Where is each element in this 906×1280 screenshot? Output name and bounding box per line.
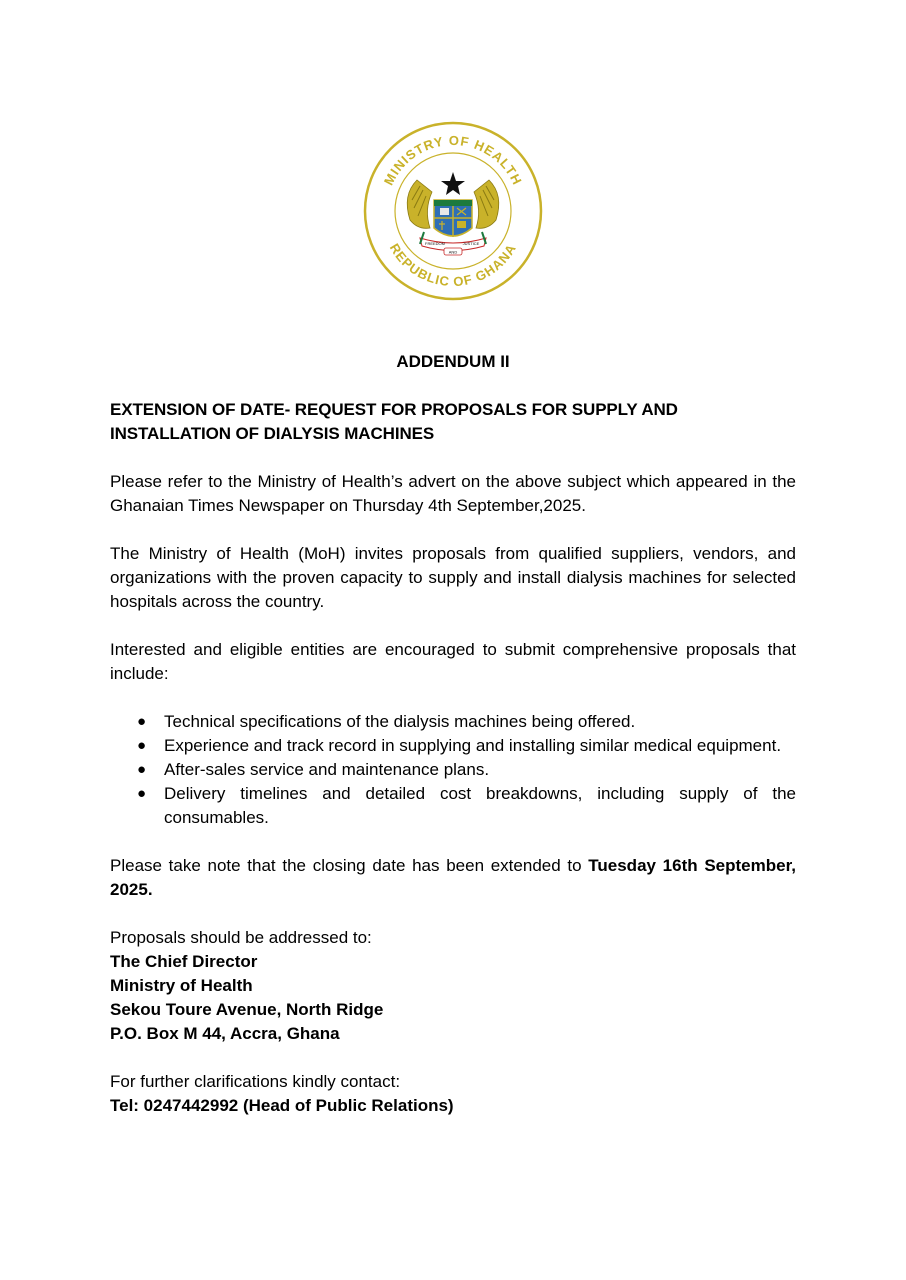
motto-center-text: AND <box>448 249 458 255</box>
address-line: P.O. Box M 44, Accra, Ghana <box>110 1024 340 1043</box>
list-item <box>110 710 796 734</box>
list-item-text: Technical specifications of the dialysis machines being offered. <box>164 712 636 731</box>
bullet-icon: ● <box>137 737 147 754</box>
paragraph-closing-date <box>110 854 796 902</box>
address-line: The Chief Director <box>110 952 258 971</box>
list-item-text: Delivery timelines and detailed cost breakdowns, including supply of the consumables. <box>164 784 796 827</box>
motto-right-text: JUSTICE <box>462 241 480 246</box>
paragraph-invitation: The Ministry of Health (MoH) invites proposals from qualified suppliers, vendors, and organizations with the proven capacity to supply and install dialysis machines for selected hospitals across the country. <box>110 544 796 611</box>
closing-date: Tuesday 16th September, 2025. <box>110 856 796 899</box>
paragraph-eligibility: Interested and eligible entities are encouraged to submit comprehensive proposals that include: <box>110 640 796 683</box>
seal-top-text: MINISTRY OF HEALTH <box>380 132 526 188</box>
ministry-of-health-seal <box>362 120 544 302</box>
address-line: Sekou Toure Avenue, North Ridge <box>110 1000 384 1019</box>
motto-left-text: FREEDOM <box>425 241 445 246</box>
address-intro: Proposals should be addressed to: <box>110 928 372 947</box>
list-item <box>110 734 796 758</box>
contact-intro: For further clarifications kindly contact: <box>110 1072 401 1091</box>
document-heading: EXTENSION OF DATE- REQUEST FOR PROPOSALS FOR SUPPLY AND INSTALLATION OF DIALYSIS MACHINES <box>110 400 678 443</box>
list-item-text: After-sales service and maintenance plans. <box>164 760 490 779</box>
bullet-icon: ● <box>137 785 147 802</box>
bullet-icon: ● <box>137 761 147 778</box>
document-title: ADDENDUM II <box>396 352 510 371</box>
list-item-text: Experience and track record in supplying and installing similar medical equipment. <box>164 736 782 755</box>
seal-bottom-text: REPUBLIC OF GHANA <box>386 240 520 290</box>
contact-phone: Tel: 0247442992 (Head of Public Relations) <box>110 1096 454 1115</box>
closing-date-prefix: Please take note that the closing date has been extended to <box>110 856 589 875</box>
bullet-icon: ● <box>137 713 147 730</box>
coat-of-arms-icon <box>407 172 499 255</box>
list-item <box>110 758 796 782</box>
requirements-list <box>110 710 796 830</box>
address-line: Ministry of Health <box>110 976 253 995</box>
document-body <box>110 350 796 1118</box>
list-item <box>110 782 796 830</box>
paragraph-advert-reference: Please refer to the Ministry of Health’s advert on the above subject which appeared in the Ghanaian Times Newspaper on Thursday 4th September,2025. <box>110 472 796 515</box>
